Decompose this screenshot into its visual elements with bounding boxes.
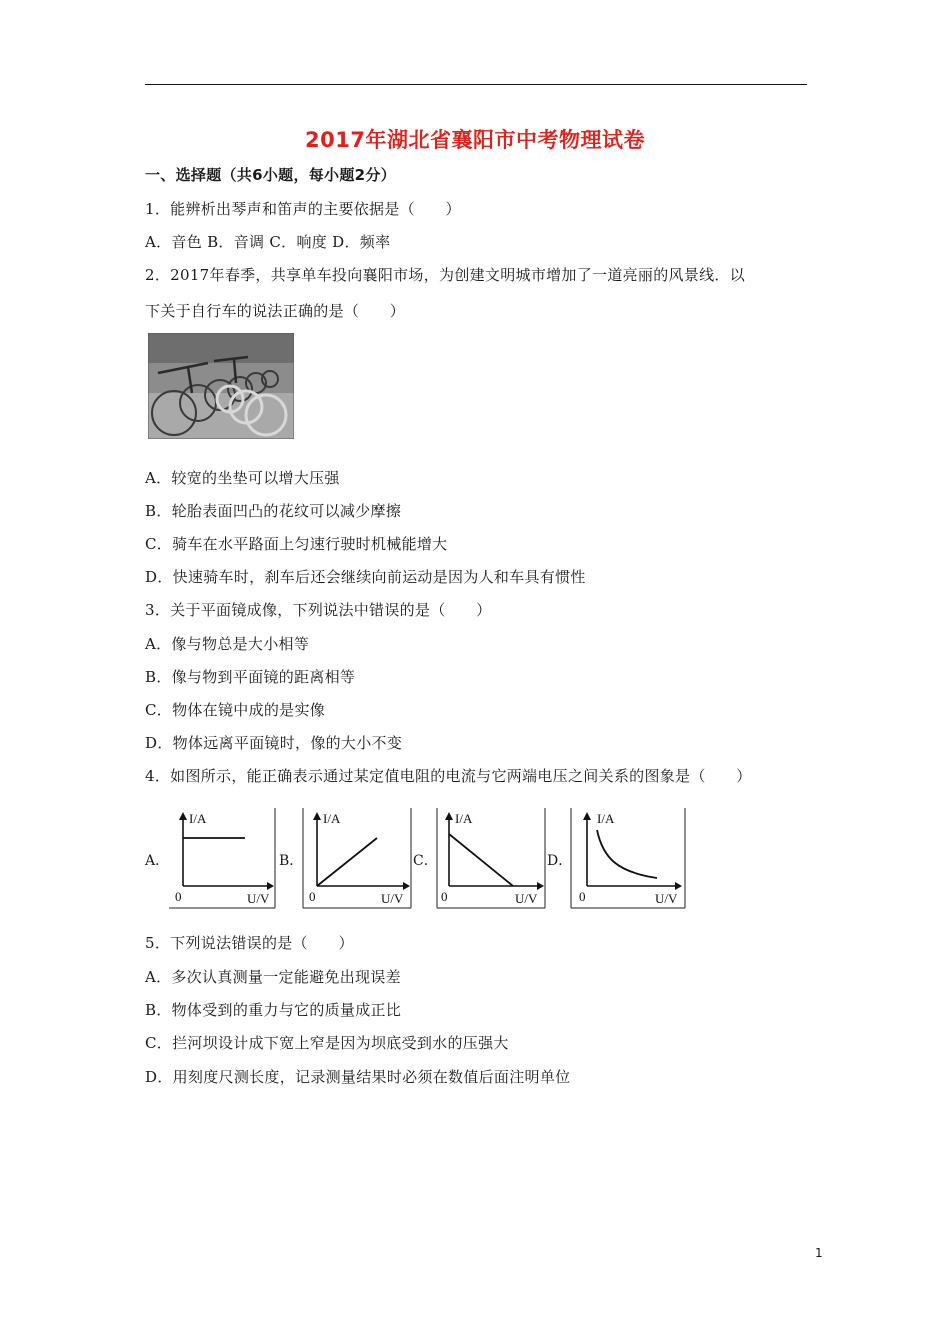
q1-options: A．音色 B．音调 C．响度 D．频率 bbox=[145, 233, 391, 251]
graph-c-x-label: U/V bbox=[515, 891, 538, 906]
section-heading: 一、选择题（共6小题，每小题2分） bbox=[145, 166, 396, 184]
q4-graphs bbox=[145, 806, 705, 910]
q3-option-a: A．像与物总是大小相等 bbox=[145, 635, 310, 653]
graph-c-y-label: I/A bbox=[455, 811, 473, 826]
graph-d-x-label: U/V bbox=[655, 891, 678, 906]
q2-option-a: A．较宽的坐垫可以增大压强 bbox=[145, 469, 340, 487]
graph-a-y-label: I/A bbox=[189, 811, 207, 826]
graph-b bbox=[301, 806, 413, 910]
q5-option-a: A．多次认真测量一定能避免出现误差 bbox=[145, 968, 401, 986]
graph-d-y-label: I/A bbox=[597, 811, 615, 826]
header-rule bbox=[145, 84, 807, 85]
q5-option-b: B．物体受到的重力与它的质量成正比 bbox=[145, 1001, 402, 1019]
q4-stem: 4．如图所示，能正确表示通过某定值电阻的电流与它两端电压之间关系的图象是（ ） bbox=[145, 767, 752, 785]
q2-option-b: B．轮胎表面凹凸的花纹可以减少摩擦 bbox=[145, 502, 402, 520]
graph-b-y-label: I/A bbox=[323, 811, 341, 826]
q3-option-c: C．物体在镜中成的是实像 bbox=[145, 701, 326, 719]
page-title: 2017年湖北省襄阳市中考物理试卷 bbox=[305, 128, 645, 152]
q5-option-c: C．拦河坝设计成下宽上窄是因为坝底受到水的压强大 bbox=[145, 1034, 509, 1052]
graph-d-origin: 0 bbox=[579, 889, 586, 904]
q5-stem: 5．下列说法错误的是（ ） bbox=[145, 934, 354, 952]
graph-b-label: B． bbox=[279, 853, 304, 869]
graph-b-origin: 0 bbox=[309, 889, 316, 904]
graph-b-curve bbox=[317, 838, 377, 886]
q3-option-b: B．像与物到平面镜的距离相等 bbox=[145, 668, 356, 686]
q2-option-c: C．骑车在水平路面上匀速行驶时机械能增大 bbox=[145, 535, 448, 553]
graph-d-label: D． bbox=[547, 853, 573, 869]
q2-stem-line2: 下关于自行车的说法正确的是（ ） bbox=[145, 302, 406, 320]
graph-b-x-label: U/V bbox=[381, 891, 404, 906]
q1-stem: 1．能辨析出琴声和笛声的主要依据是（ ） bbox=[145, 200, 461, 218]
q3-stem: 3．关于平面镜成像，下列说法中错误的是（ ） bbox=[145, 601, 492, 619]
q5-option-d: D．用刻度尺测长度，记录测量结果时必须在数值后面注明单位 bbox=[145, 1068, 571, 1086]
q2-stem-line1: 2．2017年春季，共享单车投向襄阳市场，为创建文明城市增加了一道亮丽的风景线．以 bbox=[145, 266, 746, 284]
graph-a-origin: 0 bbox=[175, 889, 182, 904]
graph-c-origin: 0 bbox=[441, 889, 448, 904]
graph-a-x-label: U/V bbox=[247, 891, 270, 906]
graph-a-label: A． bbox=[145, 853, 170, 869]
graph-d bbox=[569, 806, 687, 910]
q2-option-d: D．快速骑车时，刹车后还会继续向前运动是因为人和车具有惯性 bbox=[145, 568, 586, 586]
graph-c-curve bbox=[449, 834, 513, 886]
page-number: 1 bbox=[815, 1246, 823, 1260]
q3-option-d: D．物体远离平面镜时，像的大小不变 bbox=[145, 734, 403, 752]
graph-a bbox=[167, 806, 277, 910]
graph-c bbox=[435, 806, 547, 910]
graph-d-curve bbox=[597, 830, 657, 878]
bicycle-photo bbox=[148, 333, 294, 439]
graph-c-label: C． bbox=[413, 853, 438, 869]
